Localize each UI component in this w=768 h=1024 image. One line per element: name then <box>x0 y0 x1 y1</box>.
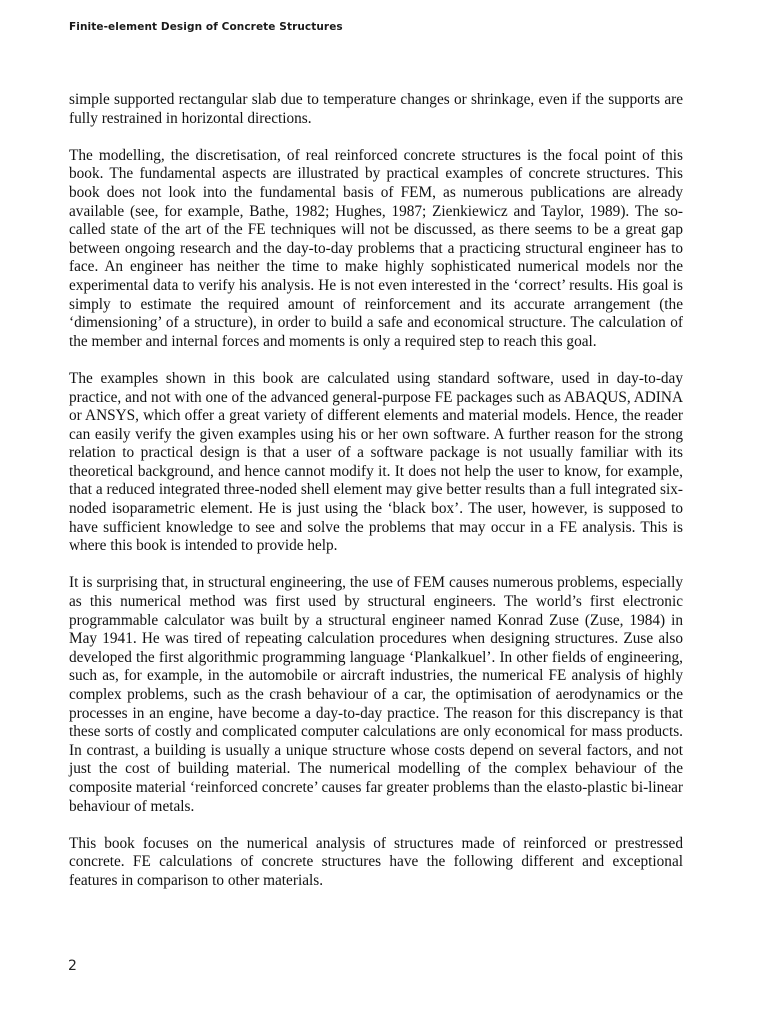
page-number: 2 <box>68 958 77 974</box>
paragraph-focus: This book focuses on the numerical analysis of structures made of reinforced or prestressed concrete. FE calculations of concrete structures have the following different and exceptional features in comparison to other materials. <box>69 834 683 889</box>
paragraph-modelling: The modelling, the discretisation, of real reinforced concrete structures is the focal point of this book. The fundamental aspects are illustrated by practical examples of concrete structures. This book does not look into the fundamental basis of FEM, as numerous publications are already available (see, for example, Bathe, 1982; Hughes, 1987; Zienkiewicz and Taylor, 1989). The so-called state of the art of the FE techniques will not be discussed, as there seems to be a great gap between ongoing research and the day-to-day problems that a practicing structural engineer has to face. An engineer has neither the time to make highly sophisticated numerical models nor the experimental data to verify his analysis. He is not even interested in the ‘correct’ results. His goal is simply to estimate the required amount of reinforcement and its accurate arrangement (the ‘dimensioning’ of a structure), in order to build a safe and economical structure. The calculation of the member and internal forces and moments is only a required step to reach this goal. <box>69 146 683 350</box>
paragraph-continuation: simple supported rectangular slab due to temperature changes or shrinkage, even if the supports are fully restrained in horizontal directions. <box>69 91 683 127</box>
running-head-title: Finite-element Design of Concrete Structures <box>69 21 343 33</box>
body-text <box>69 91 683 909</box>
paragraph-history: It is surprising that, in structural engineering, the use of FEM causes numerous problems, especially as this numerical method was first used by structural engineers. The world’s first electronic programmable calculator was built by a structural engineer named Konrad Zuse (Zuse, 1984) in May 1941. He was tired of repeating calculation procedures when designing structures. Zuse also developed the first algorithmic programming language ‘Plankalkuel’. In other fields of engineering, such as, for example, in the automobile or aircraft industries, the numerical FE analysis of highly complex problems, such as the crash behaviour of a car, the optimisation of aerodynamics or the processes in an engine, have become a day-to-day practice. The reason for this discrepancy is that these sorts of costly and complicated computer calculations are only economical for mass products. In contrast, a building is usually a unique structure whose costs depend on several factors, and not just the cost of building material. The numerical modelling of the complex behaviour of the composite material ‘reinforced concrete’ causes far greater problems than the elasto-plastic bi-linear behaviour of metals. <box>69 574 683 815</box>
paragraph-examples: The examples shown in this book are calculated using standard software, used in day-to-day practice, and not with one of the advanced general-purpose FE packages such as ABAQUS, ADINA or ANSYS, which offer a great variety of different elements and material models. Hence, the reader can easily verify the given examples using his or her own software. A further reason for the strong relation to practical design is that a user of a software package is not usually familiar with its theoretical background, and hence cannot modify it. It does not help the user to know, for example, that a reduced integrated three-noded shell element may give better results than a full integrated six-noded isoparametric element. He is just using the ‘black box’. The user, however, is supposed to have sufficient knowledge to see and solve the problems that may occur in a FE analysis. This is where this book is intended to provide help. <box>69 369 683 555</box>
